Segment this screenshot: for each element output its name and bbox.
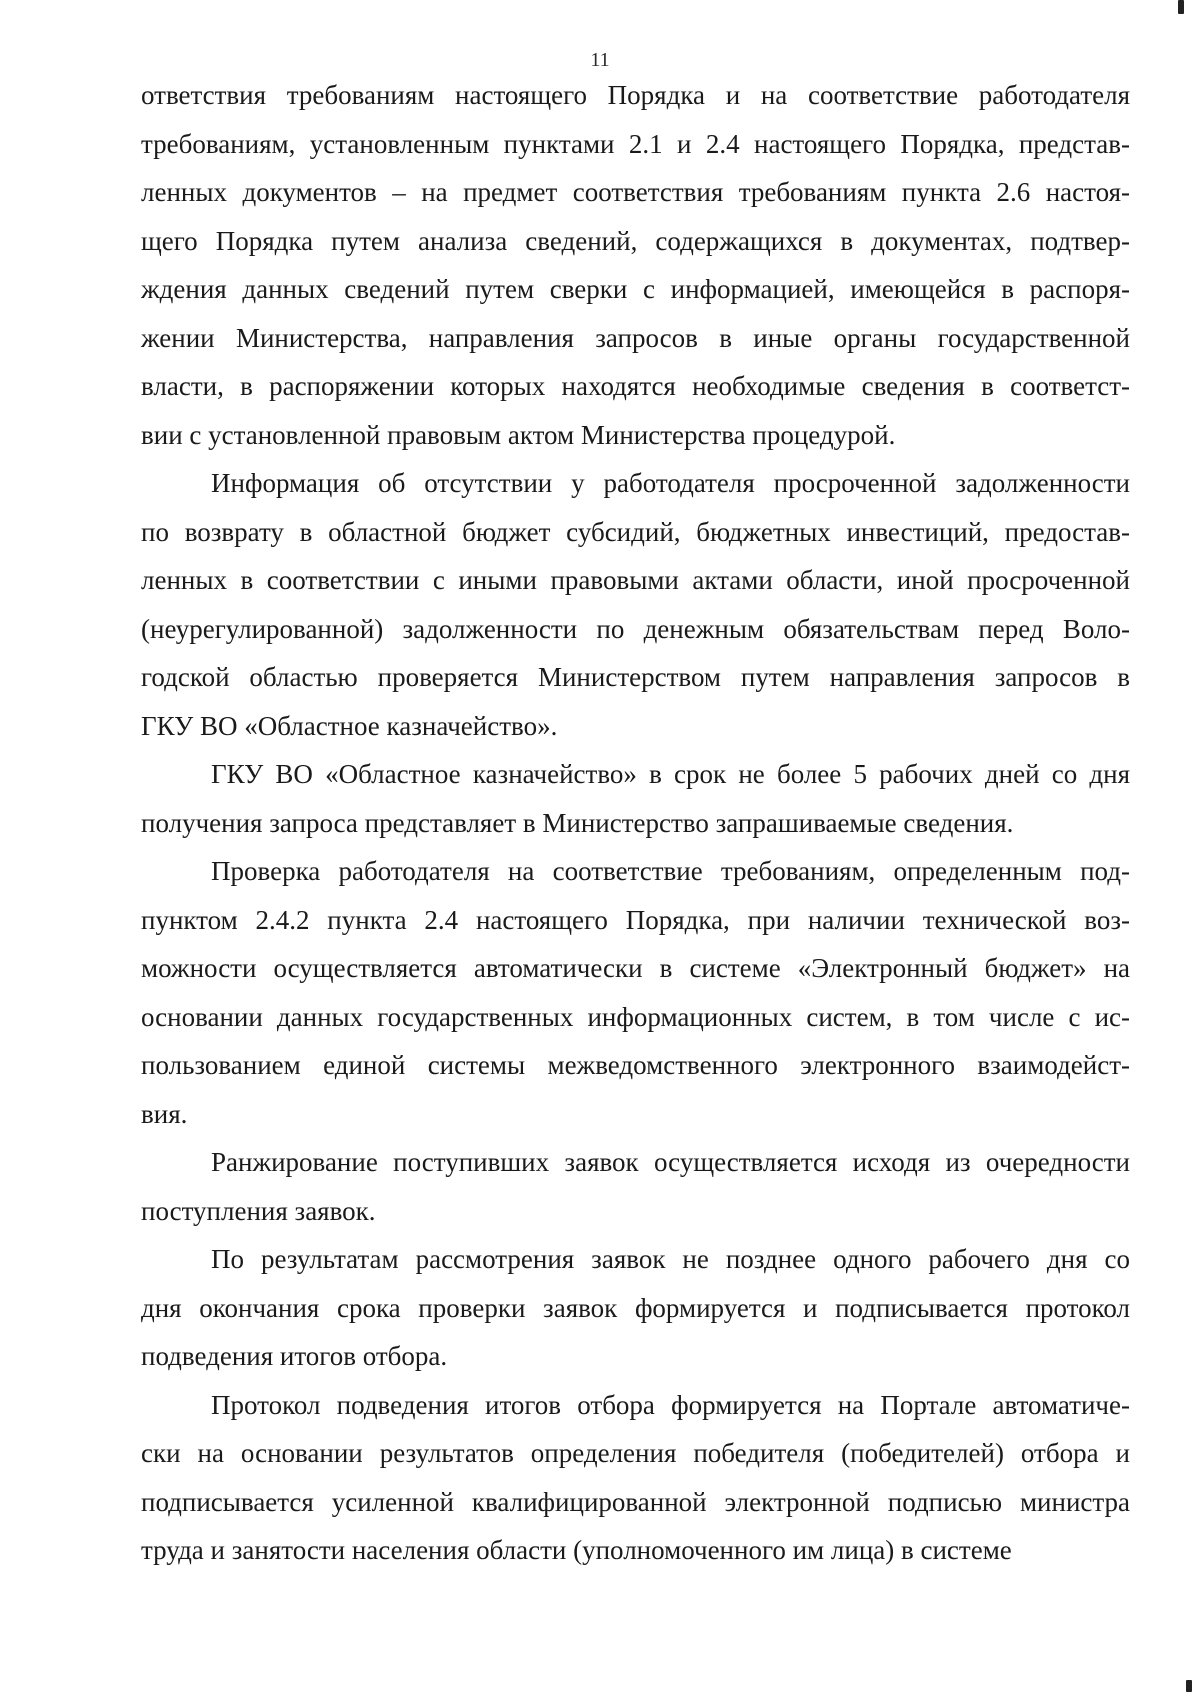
paragraph [141,1381,1130,1575]
text-line: подписывается усиленной квалифицированной электронной подписью министра [141,1486,1130,1517]
text-line: годской областью проверяется Министерством путем направления запросов в [141,662,1130,692]
text-line: ленных документов – на предмет соответствия требованиям пункта 2.6 настоя- [141,177,1130,207]
text-line: Проверка работодателя на соответствие требованиям, определенным под- [211,856,1130,886]
paragraph [141,71,1130,459]
text-line: Ранжирование поступивших заявок осуществляется исходя из очередности [211,1147,1130,1177]
text-line: Протокол подведения итогов отбора формируется на Портале автоматиче- [211,1389,1130,1420]
text-line: (неурегулированной) задолженности по денежным обязательствам перед Воло- [141,613,1130,644]
text-line: труда и занятости населения области (уполномоченного им лица) в системе [141,1535,1012,1565]
text-line: пунктом 2.4.2 пункта 2.4 настоящего Порядка, при наличии технической воз- [141,904,1130,935]
text-line: дня окончания срока проверки заявок формируется и подписывается протокол [141,1292,1130,1323]
text-line: власти, в распоряжении которых находятся необходимые сведения в соответст- [141,371,1130,401]
scan-mark-bottom-right [1186,1680,1192,1692]
paragraph [141,459,1130,750]
paragraph [141,847,1130,1138]
page-number: 11 [590,49,610,71]
text-line: щего Порядка путем анализа сведений, содержащихся в документах, подтвер- [141,225,1130,256]
text-line: поступления заявок. [141,1195,376,1226]
text-line: можности осуществляется автоматически в системе «Электронный бюджет» на [141,953,1130,983]
text-line: ответствия требованиям настоящего Порядка и на соответствие работодателя [141,80,1130,110]
text-line: требованиям, установленным пунктами 2.1 и 2.4 настоящего Порядка, представ- [141,128,1130,159]
text-line: получения запроса представляет в Министерство запрашиваемые сведения. [141,807,1014,838]
text-line: вия. [141,1098,188,1129]
text-line: ГКУ ВО «Областное казначейство». [141,710,558,741]
paragraph [141,750,1130,847]
text-line: ГКУ ВО «Областное казначейство» в срок не более 5 рабочих дней со дня [211,759,1130,789]
text-line: основании данных государственных информационных систем, в том числе с ис- [141,1001,1130,1032]
scan-mark-top-right [1178,0,1184,14]
text-line: по возврату в областной бюджет субсидий, бюджетных инвестиций, предостав- [141,516,1130,547]
text-line: ждения данных сведений путем сверки с информацией, имеющейся в распоря- [141,274,1130,304]
document-body [141,71,1130,1575]
paragraph [141,1235,1130,1381]
text-line: Информация об отсутствии у работодателя просроченной задолженности [211,468,1130,498]
text-line: подведения итогов отбора. [141,1341,448,1371]
text-line: ленных в соответствии с иными правовыми актами области, иной просроченной [141,565,1130,595]
text-line: По результатам рассмотрения заявок не позднее одного рабочего дня со [211,1244,1130,1274]
text-line: ски на основании результатов определения победителя (победителей) отбора и [141,1438,1130,1468]
text-line: вии с установленной правовым актом Министерства процедурой. [141,419,896,450]
text-line: жении Министерства, направления запросов в иные органы государственной [141,322,1130,353]
paragraph [141,1138,1130,1235]
text-line: пользованием единой системы межведомственного электронного взаимодейст- [141,1050,1130,1080]
